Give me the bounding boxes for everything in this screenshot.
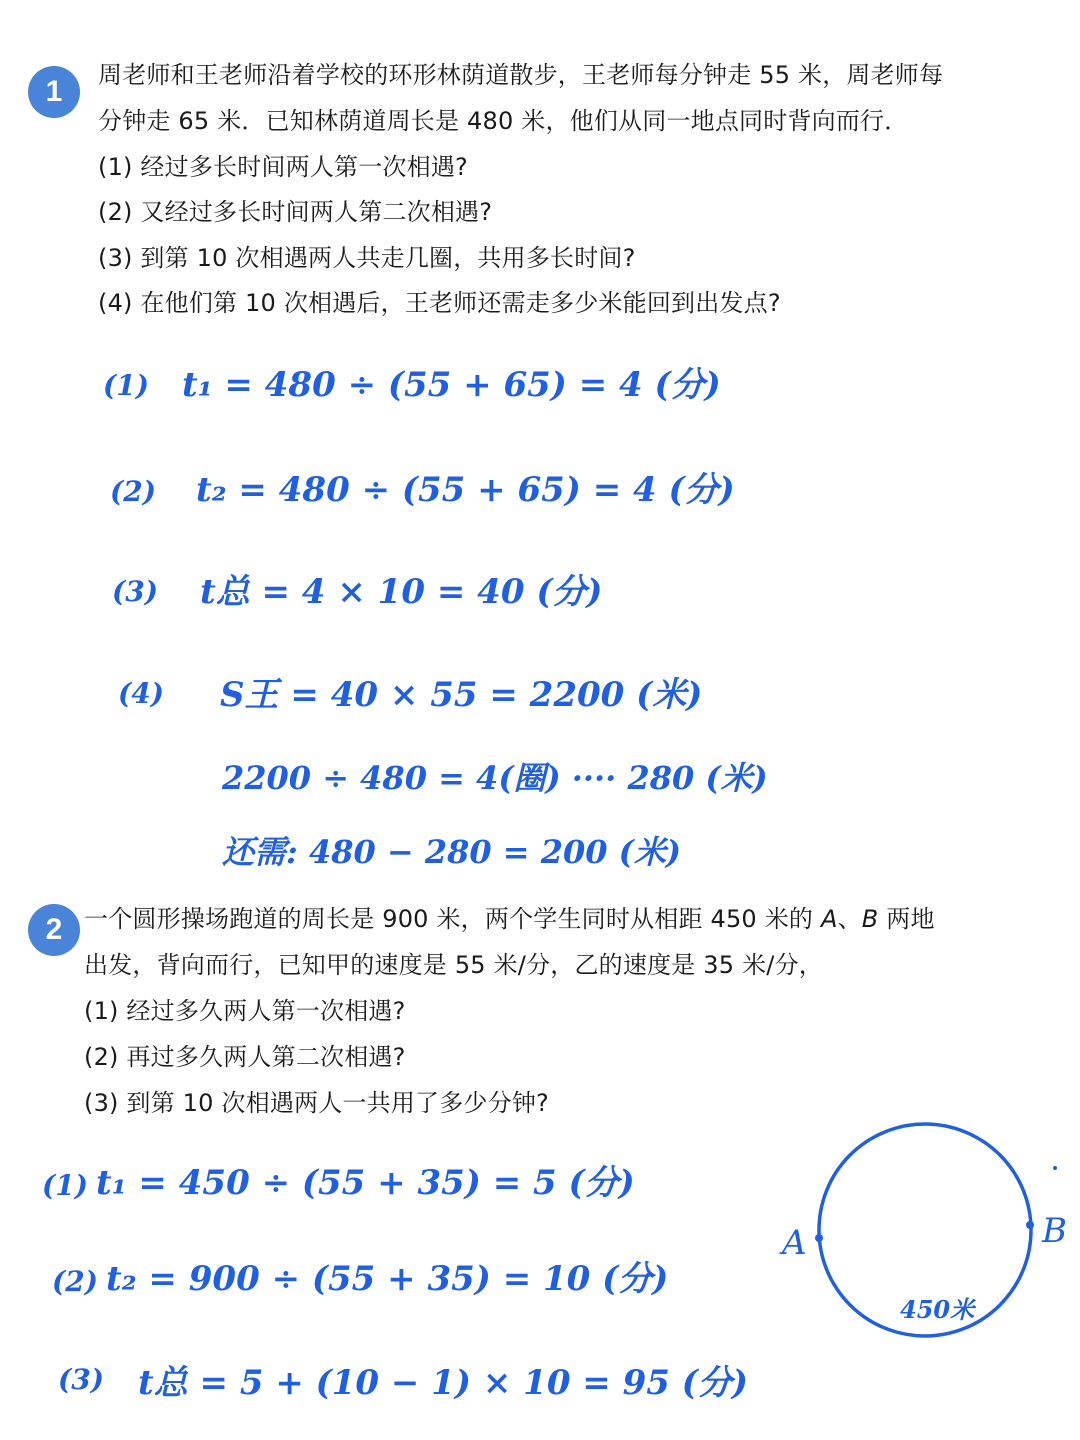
problem-2-text-b: 两地 xyxy=(878,905,935,933)
p1-answer-1-label: (1) xyxy=(103,369,149,402)
diagram-distance-label: 450米 xyxy=(900,1295,975,1324)
problem-1-badge: 1 xyxy=(28,66,80,118)
problem-1-text-line-1: 周老师和王老师沿着学校的环形林荫道散步，王老师每分钟走 55 米，周老师每 xyxy=(98,61,944,89)
problem-2-text-line-1 xyxy=(84,907,935,931)
problem-2-text-a: 一个圆形操场跑道的周长是 900 米，两个学生同时从相距 450 米的 xyxy=(84,905,821,933)
problem-1-question-3: (3) 到第 10 次相遇两人共走几圈，共用多长时间? xyxy=(98,244,636,272)
problem-2-question-3: (3) 到第 10 次相遇两人一共用了多少分钟? xyxy=(84,1089,549,1117)
problem-1-question-1: (1) 经过多长时间两人第一次相遇? xyxy=(98,153,468,181)
problem-2-badge: 2 xyxy=(28,904,80,956)
p1-answer-2-label: (2) xyxy=(110,475,156,508)
track-diagram xyxy=(770,1110,1080,1350)
p1-answer-4-label: (4) xyxy=(118,677,164,710)
problem-1-text-line-2: 分钟走 65 米．已知林荫道周长是 480 米，他们从同一地点同时背向而行． xyxy=(98,107,909,135)
stray-dot xyxy=(1053,1166,1057,1170)
point-b-label: B xyxy=(861,905,879,933)
point-a-dot xyxy=(815,1234,823,1242)
p1-answer-4-line-3: 还需: 480 − 280 = 200 (米) xyxy=(222,833,681,871)
p2-answer-3-label: (3) xyxy=(58,1363,104,1396)
separator: 、 xyxy=(837,905,862,933)
p1-answer-4-line-2: 2200 ÷ 480 = 4(圈) ···· 280 (米) xyxy=(222,759,768,797)
p1-answer-3-label: (3) xyxy=(112,575,158,608)
diagram-label-b: B xyxy=(1042,1211,1067,1251)
p2-answer-1-work: t₁ = 450 ÷ (55 + 35) = 5 (分) xyxy=(96,1163,635,1203)
diagram-label-a: A xyxy=(782,1223,807,1263)
p2-answer-2-work: t₂ = 900 ÷ (55 + 35) = 10 (分) xyxy=(106,1259,669,1299)
point-a-label: A xyxy=(820,905,838,933)
p2-answer-3-work: t总 = 5 + (10 − 1) × 10 = 95 (分) xyxy=(138,1363,748,1403)
problem-2-question-1: (1) 经过多久两人第一次相遇? xyxy=(84,997,406,1025)
problem-2-question-2: (2) 再过多久两人第二次相遇? xyxy=(84,1043,406,1071)
point-b-dot xyxy=(1026,1221,1034,1229)
p2-answer-2-label: (2) xyxy=(52,1265,98,1298)
problem-1-question-2: (2) 又经过多长时间两人第二次相遇? xyxy=(98,198,493,226)
p1-answer-3-work: t总 = 4 × 10 = 40 (分) xyxy=(200,572,603,612)
p1-answer-1-work: t₁ = 480 ÷ (55 + 65) = 4 (分) xyxy=(182,365,721,405)
problem-1-question-4: (4) 在他们第 10 次相遇后，王老师还需走多少米能回到出发点? xyxy=(98,289,781,317)
p2-answer-1-label: (1) xyxy=(42,1169,88,1202)
p1-answer-2-work: t₂ = 480 ÷ (55 + 65) = 4 (分) xyxy=(196,470,735,510)
p1-answer-4-work: S王 = 40 × 55 = 2200 (米) xyxy=(220,675,703,715)
problem-2-text-line-2: 出发，背向而行，已知甲的速度是 55 米/分，乙的速度是 35 米/分， xyxy=(84,951,823,979)
